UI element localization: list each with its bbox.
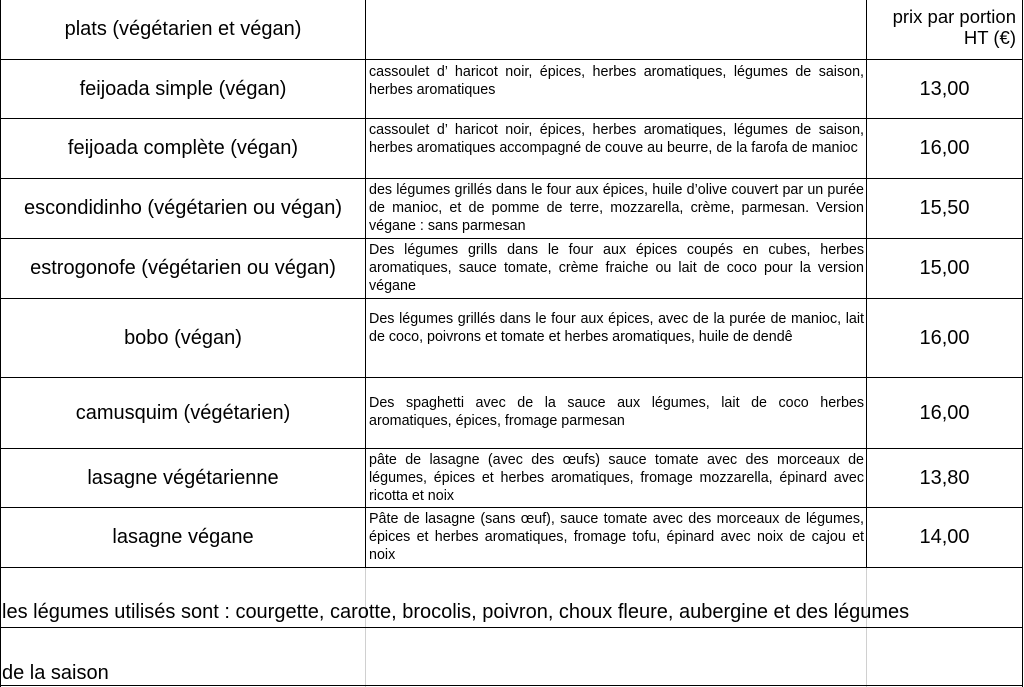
- dish-name: feijoada simple (végan): [79, 77, 287, 100]
- table-border: [0, 627, 1023, 628]
- dish-description: cassoulet d’ haricot noir, épices, herbes aromatiques, légumes de saison, herbes aromatiques: [369, 64, 864, 98]
- dish-price: 16,00: [919, 326, 970, 349]
- dish-price: 14,00: [919, 526, 970, 548]
- dish-description: Des spaghetti avec de la sauce aux légumes, lait de coco herbes aromatiques, épices, fromage parmesan: [369, 395, 864, 429]
- dish-name: lasagne végane: [112, 526, 254, 548]
- footnote-line-2: de la saison: [2, 662, 109, 684]
- dish-price: 13,80: [919, 466, 970, 489]
- table-border: [0, 685, 1023, 686]
- dish-price: 16,00: [919, 401, 970, 424]
- dish-price: 13,00: [919, 77, 970, 100]
- table-border: [1022, 0, 1023, 687]
- dish-price: 16,00: [919, 137, 970, 159]
- table-border: [0, 567, 1023, 568]
- dish-name: estrogonofe (végétarien ou végan): [30, 257, 336, 279]
- dish-description: Des légumes grillés dans le four aux épices, avec de la purée de manioc, lait de coco, poivrons et tomate et herbes aromatiques, huile de dendê: [369, 311, 864, 345]
- dish-name: bobo (végan): [124, 326, 242, 349]
- dish-price: 15,00: [919, 257, 970, 279]
- dish-name: escondidinho (végétarien ou végan): [24, 197, 342, 219]
- header-dish: plats (végétarien et végan): [64, 18, 302, 40]
- dish-name: camusquim (végétarien): [75, 401, 291, 424]
- header-price: prix par portion HT (€): [892, 6, 1016, 48]
- header-description: [366, 0, 866, 59]
- dish-description: des légumes grillés dans le four aux épices, huile d’olive couvert par un purée de manioc, et de pomme de terre, mozzarella, crème, parmesan. Version végane : sans parmesan: [369, 182, 864, 234]
- footnote-line-1: les légumes utilisés sont : courgette, carotte, brocolis, poivron, choux fleure, aubergine et des légumes: [2, 601, 910, 623]
- dish-name: lasagne végétarienne: [87, 466, 279, 489]
- dish-description: cassoulet d’ haricot noir, épices, herbes aromatiques, légumes de saison, herbes aromatiques accompagné de couve au beurre, de la farofa de manioc: [369, 122, 864, 156]
- dish-description: Des légumes grills dans le four aux épices coupés en cubes, herbes aromatiques, sauce tomate, crème fraiche ou lait de coco pour la version végane: [369, 242, 864, 294]
- dish-description: Pâte de lasagne (sans œuf), sauce tomate avec des morceaux de légumes, épices et herbes aromatiques, fromage tofu, épinard avec noix de cajou et noix: [369, 511, 864, 563]
- dish-name: feijoada complète (végan): [67, 137, 299, 159]
- dish-description: pâte de lasagne (avec des œufs) sauce tomate avec des morceaux de légumes, épices et herbes aromatiques, fromage mozzarella, épinard avec ricotta et noix: [369, 452, 864, 504]
- dish-price: 15,50: [919, 197, 970, 219]
